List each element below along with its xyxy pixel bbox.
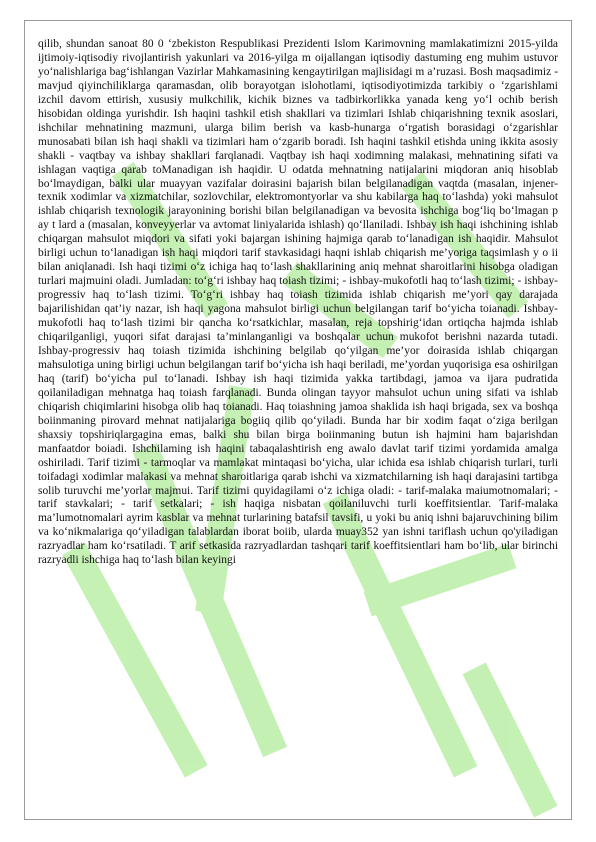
body-text: qilib, shundan sanoat 80 0 ‘zbekiston Respublikasi Prezidenti Islom Karimovning mamlakatimizni 2015-yilda ijtimoiy-iqtisodiy rivojlantirish yakunlari va 2016-yilga m oijallangan iqtisodiy dastuming eng muhim ustuvor yo‘nalishlariga bag‘ishlangan Vazirlar Mahkamasining kengaytirilgan majlisidagi m a’ruzasi. Bosh maqsadimiz - mavjud qiyinchiliklarga qaramasdan, olib borayotgan islohotlami, iqtisodiyotimizda tarkibiy o ‘zgarishlami izchil davom ettirish, xususiy mulkchilik, kichik biznes va tadbirkorlikka yanada keng yo‘l ochib berish hisobidan oldinga yurishdir. Ish haqini tashkil etish shakllari va tizimlari Ishlab chiqarishning texnik asoslari, ishchilar mehnatining mazmuni, ularga bilim berish va kasb-hunarga o‘rgatish borasidagi o‘zgarishlar munosabati bilan ish haqi shakli va tizimlari ham o‘zgarib boradi. Ish haqini tashkil etishda uning ikkita asosiy shakli - vaqtbay va ishbay shakllari farqlanadi. Vaqtbay ish haqi xodimning malakasi, mehnatining sifati va ishlagan vaqtiga qarab toManadigan ish haqidir. U odatda mehnatning natijalarini miqdoran aniq hisoblab bo‘lmaydigan, balki ular muayyan vazifalar doirasini bajarish bilan belgilanadigan vaqtda (masalan, injener-texnik xodimlar va xizmatchilar, sozlovchilar, elektromontyorlar va shu kabilarga haq to‘lashda) yoki mahsulot ishlab chiqarish texnologik jarayonining borishi bilan belgilanadigan va bevosita ishchiga bog‘liq bo‘lmagan p ay t lard a (masalan, konveyyerlar va avtomat liniyalarida ishlash) qo‘llaniladi. Ishbay ish haqi ishchining ishlab chiqargan mahsulot miqdori va sifati yoki bajargan ishining hajmiga qarab to‘lanadigan ish haqidir. Mahsulot birligi uchun to‘lanadigan ish haqi miqdori tarif stavkasidagi haqni ishlab chiqarish me’yoriga taqsimlash y o ii bilan aniqlanadi. Ish haqi tizimi o‘z ichiga haq to‘lash shakllarining aniq mehnat sharoitlarini hisobga oladigan turlari majmuini oladi. Jumladan: to‘g‘ri ishbay haq toiash tizimi; - ishbay-mukofotli haq to‘lash tizimi; - ishbay-progressiv haq to‘lash tizimi. To‘g‘ri ishbay haq toiash tizimida ishlab chiqarish me’yori qay darajada bajarilishidan qat’iy nazar, ish haqi yagona mahsulot birligi uchun belgilangan tarif bo‘yicha toianadi. Ishbay-mukofotli haq to‘lash tizimi bir qancha ko‘rsatkichlar, masalan, reja topshirig‘idan ortiqcha hajmda ishlab chiqarilganligi, yuqori sifat darajasi ta’minlanganligi va boshqalar uchun mukofot berishni nazarda tutadi. Ishbay-progressiv haq toiash tizimida ishchining belgilab qo‘yilgan me’yor doirasida ishlab chiqargan mahsulotiga uning birligi uchun belgilangan tarif bo‘yicha ish haqi beriladi, me’yordan yuqorisiga esa oshirilgan haq (tarif) bo‘yicha pul to‘lanadi. Ishbay ish haqi tizimida yakka tartibdagi, jamoa va ijara pudratida qoilaniladigan mehnatga haq toiash farqlanadi. Bunda olingan tayyor mahsulot uchun uning sifati va ishlab chiqarish chiqimlarini hisobga olib haq toianadi. Haq toiashning jamoa shaklida ish haqi brigada, sex va boshqa boiinmaning pirovard mehnat natijalariga bogiiq qilib qo‘yiladi. Bunda har bir xodim faqat o‘ziga berilgan shaxsiy topshiriqlargagina emas, balki shu bilan birga boiinmaning butun ish hajmini ham bajarishdan manfaatdor boiadi. Ishchilaming ish haqini tabaqalashtirish eng awalo davlat tarif tizimi yordamida amalga oshiriladi. Tarif tizimi - tarmoqlar va mamlakat mintaqasi bo‘yicha, ular ichida esa ishlab chiqarish turlari, turli toifadagi xodimlar malakasi va mehnat sharoitlariga qarab ishchi va xizmatchilarning ish haqi darajasini tartibga solib turuvchi me’yorlar majmui. Tarif tizimi quyidagilami o‘z ichiga oladi: - tarif-malaka maiumotnomalari; - tarif stavkalari; - tarif setkalari; - ish haqiga nisbatan qoilaniluvchi turli koeffitsientlar. Tarif-malaka ma’lumotnomalari ayrim kasblar va mehnat turlarining batafsil tavsifi, u yoki bu aniq ishni bajaruvchining bilim va ko‘nikmalariga qo‘yiladigan talablardan iborat boiib, ularda muay352 yan ishni tariflash uchun qo'yiladigan razryadlar ham ko‘rsatiladi. T arif setkasida razryadlardan tashqari tarif koeffitsientlari ham bo‘lib, ular birinchi razryadli ishchiga haq to‘lash bilan keyingi: [38, 38, 558, 567]
